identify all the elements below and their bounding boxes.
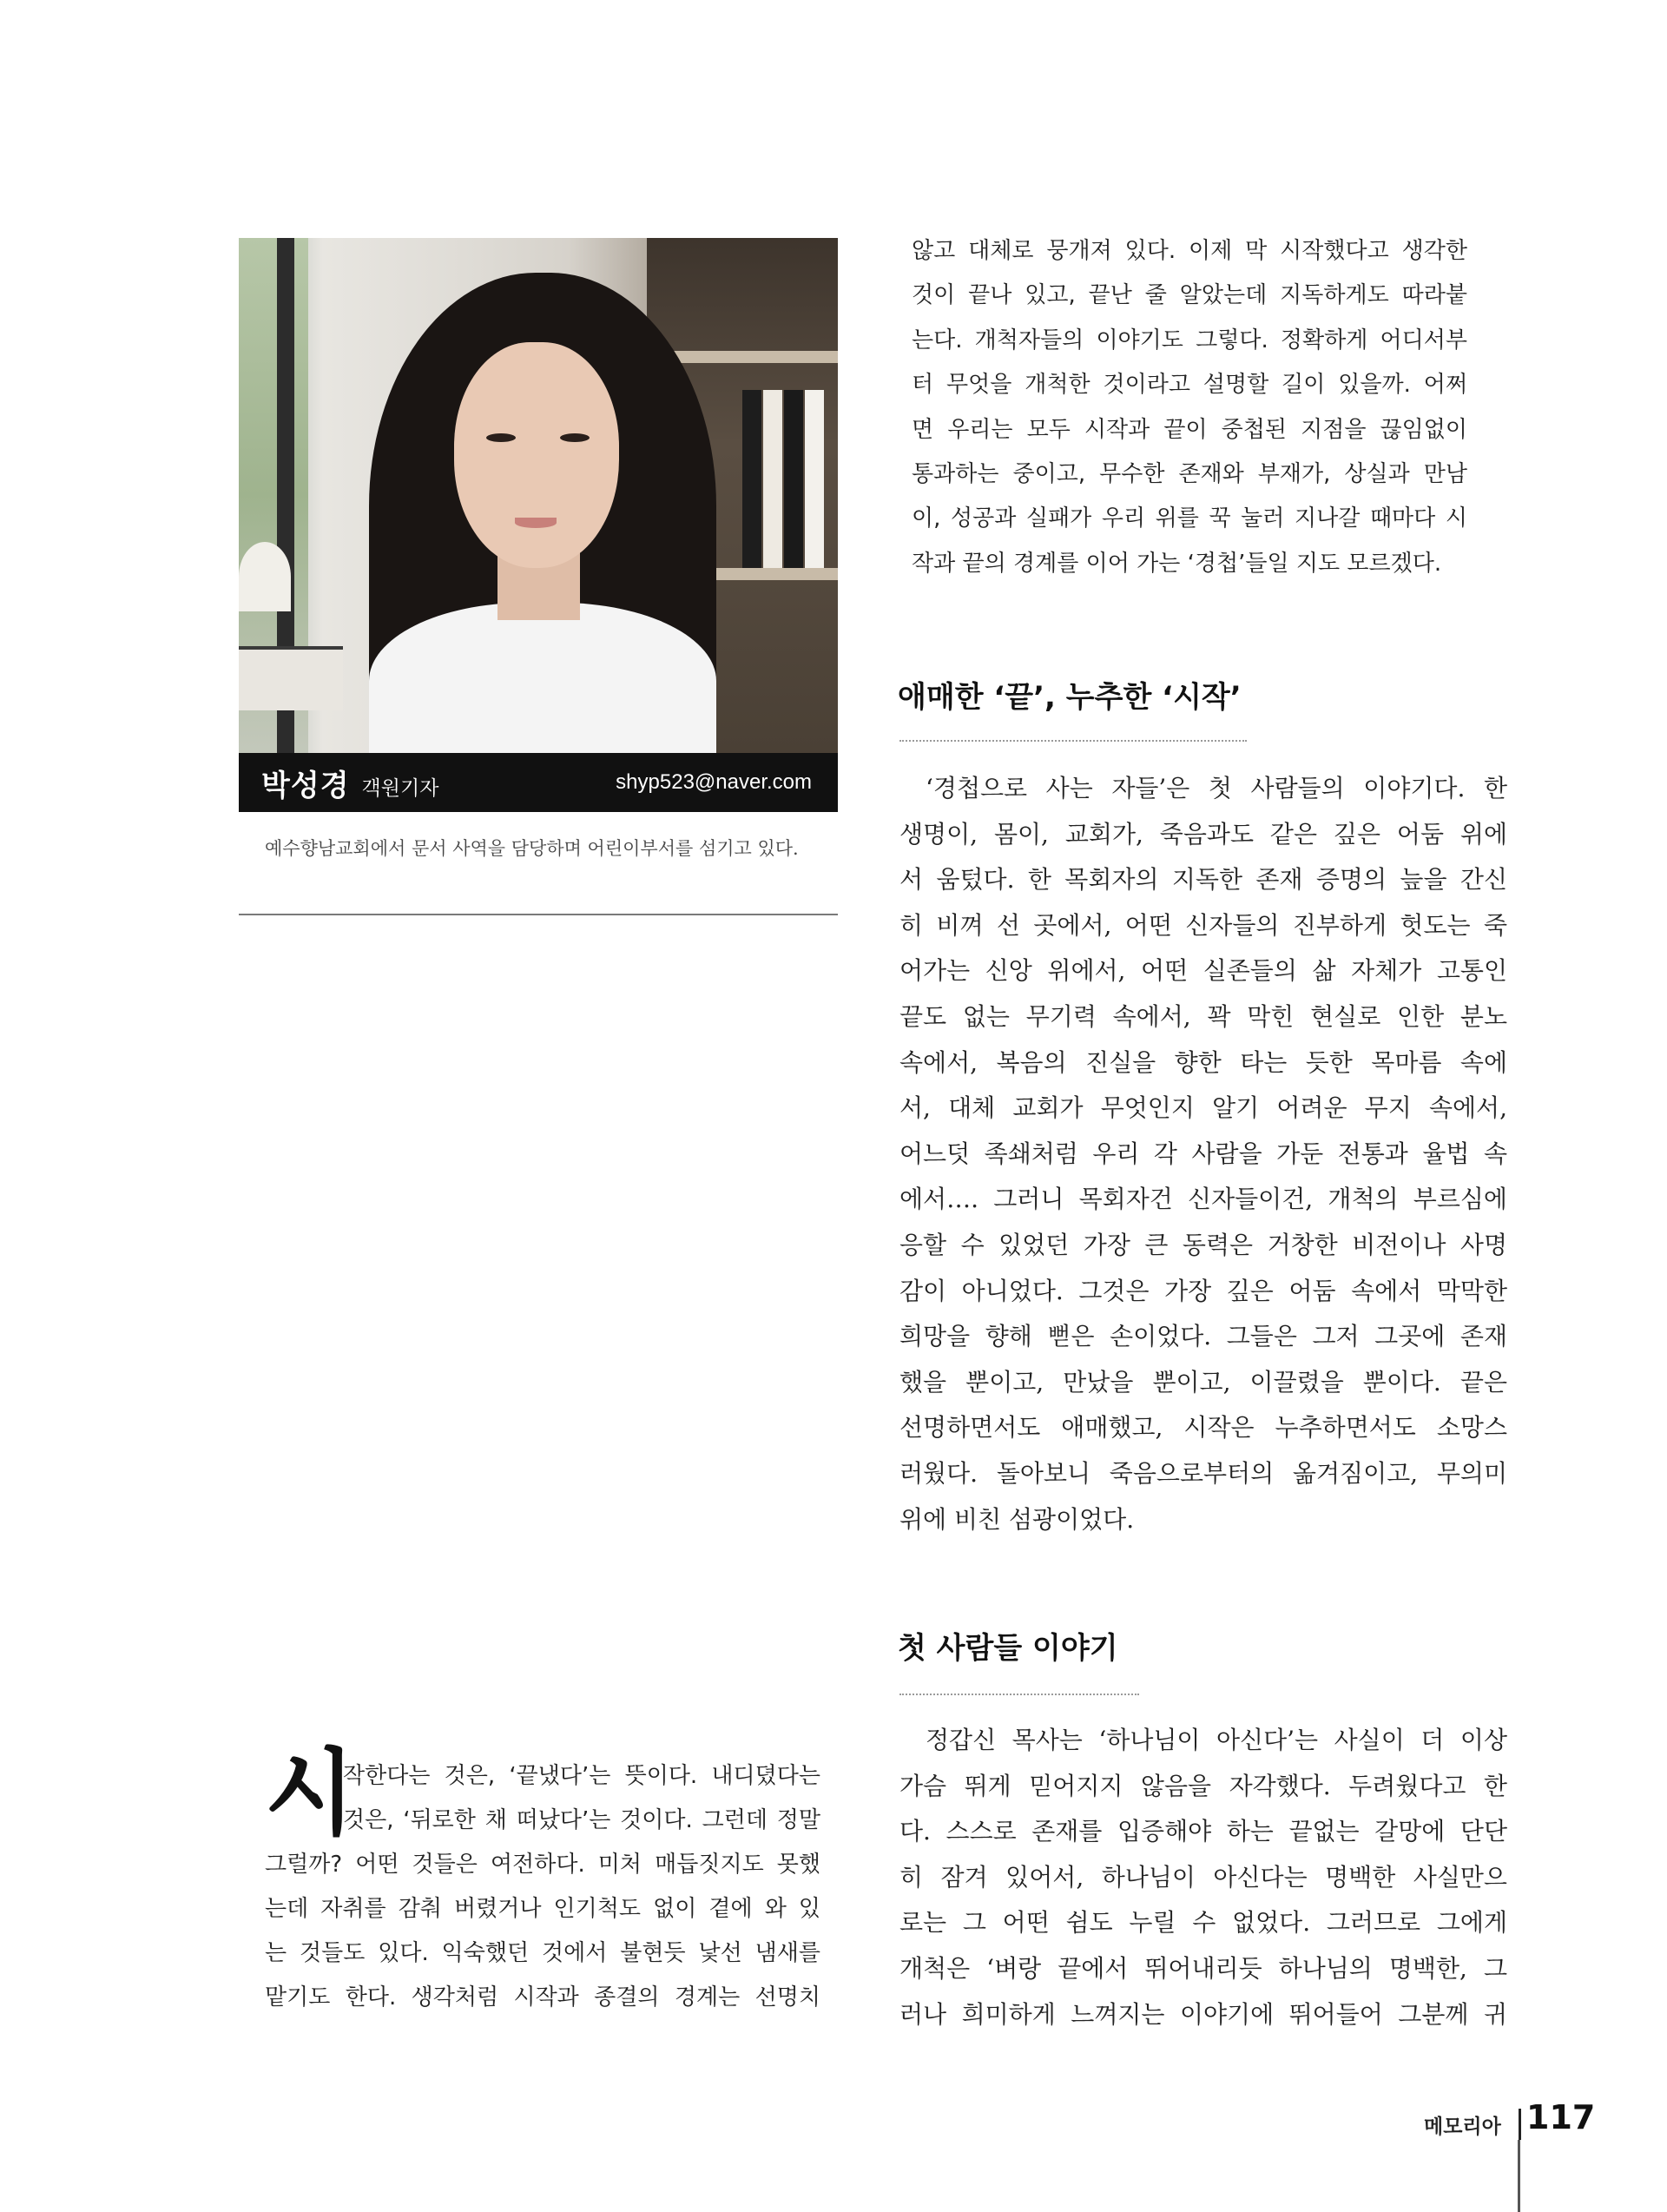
text-line: 끝도 없는 무기력 속에서, 꽉 막힌 현실로 인한 분노	[899, 1001, 1507, 1031]
text-line: 했을 뿐이고, 만났을 뿐이고, 이끌렸을 뿐이다. 끝은	[899, 1367, 1507, 1397]
text-line: 는데 자취를 감춰 버렸거나 인기척도 없이 곁에 와 있	[265, 1896, 820, 1922]
text-line: 어가는 신앙 위에서, 어떤 실존들의 삶 자체가 고통인	[899, 956, 1507, 986]
section-heading: 애매한 ‘끝’, 누추한 ‘시작’	[898, 680, 1242, 715]
text-line: 정갑신 목사는 ‘하나님이 아신다’는 사실이 더 이상	[926, 1726, 1507, 1754]
text-line: 어느덧 족쇄처럼 우리 각 사람을 가둔 전통과 율법 속	[899, 1139, 1507, 1168]
text-line: ‘경첩으로 사는 자들’은 첫 사람들의 이야기다. 한	[926, 774, 1507, 802]
portrait-eye	[560, 433, 590, 442]
author-name: 박성경	[261, 768, 350, 803]
book-spine	[805, 390, 824, 568]
intro-continued-paragraph	[912, 229, 1467, 586]
text-line: 서, 대체 교회가 무엇인지 알기 어려운 무지 속에서,	[899, 1093, 1507, 1123]
author-photo	[239, 238, 838, 753]
portrait-eye	[486, 433, 516, 442]
text-line: 응할 수 있었던 가장 큰 동력은 거창한 비전이나 사명	[899, 1230, 1507, 1259]
lamp-shape	[239, 542, 291, 611]
text-line: 위에 비친 섬광이었다.	[899, 1504, 1135, 1534]
text-line: 러나 희미하게 느껴지는 이야기에 뛰어들어 그분께 귀	[899, 1999, 1507, 2029]
text-line: 히 비껴 선 곳에서, 어떤 신자들의 진부하게 헛도는 죽	[899, 910, 1507, 940]
portrait-face	[454, 342, 619, 568]
section-heading: 첫 사람들 이야기	[898, 1631, 1118, 1666]
edge-rule	[1518, 2140, 1520, 2212]
text-line: 작한다는 것은, ‘끝냈다’는 뜻이다. 내디뎠다는	[343, 1763, 820, 1789]
text-line: 것이 끝나 있고, 끝난 줄 알았는데 지독하게도 따라붙	[912, 282, 1467, 309]
text-line: 선명하면서도 애매했고, 시작은 누추하면서도 소망스	[899, 1413, 1507, 1443]
text-line: 맡기도 한다. 생각처럼 시작과 종결의 경계는 선명치	[265, 1984, 820, 2011]
text-line: 생명이, 몸이, 교회가, 죽음과도 같은 깊은 어둠 위에	[899, 819, 1507, 848]
drop-cap: 시	[265, 1740, 356, 1848]
section1-paragraph	[899, 766, 1507, 1542]
portrait-shirt	[369, 603, 716, 753]
book-spine	[742, 390, 761, 568]
text-line: 개척은 ‘벼랑 끝에서 뛰어내리듯 하나님의 명백한, 그	[899, 1953, 1507, 1983]
text-line: 는 것들도 있다. 익숙했던 것에서 불현듯 낯선 냄새를	[265, 1940, 820, 1966]
text-line: 로는 그 어떤 쉼도 누릴 수 없었다. 그러므로 그에게	[899, 1908, 1507, 1938]
text-line: 서 움텄다. 한 목회자의 지독한 존재 증명의 늪을 간신	[899, 865, 1507, 895]
text-line: 터 무엇을 개척한 것이라고 설명할 길이 있을까. 어쩌	[912, 372, 1467, 399]
book-stack	[239, 646, 343, 710]
author-name-bar	[239, 753, 838, 812]
heading-underline	[899, 740, 1247, 742]
text-line: 다. 스스로 존재를 입증해야 하는 끝없는 갈망에 단단	[899, 1817, 1507, 1846]
portrait-mouth	[515, 518, 557, 528]
bio-divider	[239, 914, 838, 915]
text-line: 이, 성공과 실패가 우리 위를 꾹 눌러 지나갈 때마다 시	[912, 505, 1467, 532]
text-line: 러웠다. 돌아보니 죽음으로부터의 옮겨짐이고, 무의미	[899, 1458, 1507, 1488]
text-line: 통과하는 중이고, 무수한 존재와 부재가, 상실과 만남	[912, 461, 1467, 488]
heading-underline	[899, 1694, 1139, 1695]
footer-divider	[1519, 2109, 1521, 2140]
section2-paragraph	[899, 1718, 1507, 2037]
text-line: 속에서, 복음의 진실을 향한 타는 듯한 목마름 속에	[899, 1047, 1507, 1077]
text-line: 는다. 개척자들의 이야기도 그렇다. 정확하게 어디서부	[912, 327, 1467, 353]
text-line: 작과 끝의 경계를 이어 가는 ‘경첩’들일 지도 모르겠다.	[912, 550, 1442, 577]
intro-paragraph	[265, 1754, 820, 2020]
text-line: 않고 대체로 뭉개져 있다. 이제 막 시작했다고 생각한	[912, 238, 1467, 264]
author-bio: 예수향남교회에서 문서 사역을 담당하며 어린이부서를 섬기고 있다.	[265, 838, 799, 859]
text-line: 히 잠겨 있어서, 하나님이 아신다는 명백한 사실만으	[899, 1862, 1507, 1892]
text-line: 그럴까? 어떤 것들은 여전하다. 미처 매듭짓지도 못했	[265, 1852, 820, 1878]
author-email[interactable]: shyp523@naver.com	[616, 770, 812, 794]
text-line: 희망을 향해 뻗은 손이었다. 그들은 그저 그곳에 존재	[899, 1322, 1507, 1351]
text-line: 에서…. 그러니 목회자건 신자들이건, 개척의 부르심에	[899, 1185, 1507, 1214]
page-number: 117	[1526, 2098, 1596, 2136]
text-line: 면 우리는 모두 시작과 끝이 중첩된 지점을 끊임없이	[912, 416, 1467, 443]
book-spine	[763, 390, 782, 568]
book-spine	[784, 390, 803, 568]
author-role: 객원기자	[361, 776, 439, 800]
text-line: 가슴 뛰게 믿어지지 않음을 자각했다. 두려웠다고 한	[899, 1771, 1507, 1800]
text-line: 것은, ‘뒤로한 채 떠났다’는 것이다. 그런데 정말	[343, 1807, 820, 1833]
magazine-name: 메모리아	[1424, 2116, 1501, 2138]
text-line: 감이 아니었다. 그것은 가장 깊은 어둠 속에서 막막한	[899, 1276, 1507, 1305]
